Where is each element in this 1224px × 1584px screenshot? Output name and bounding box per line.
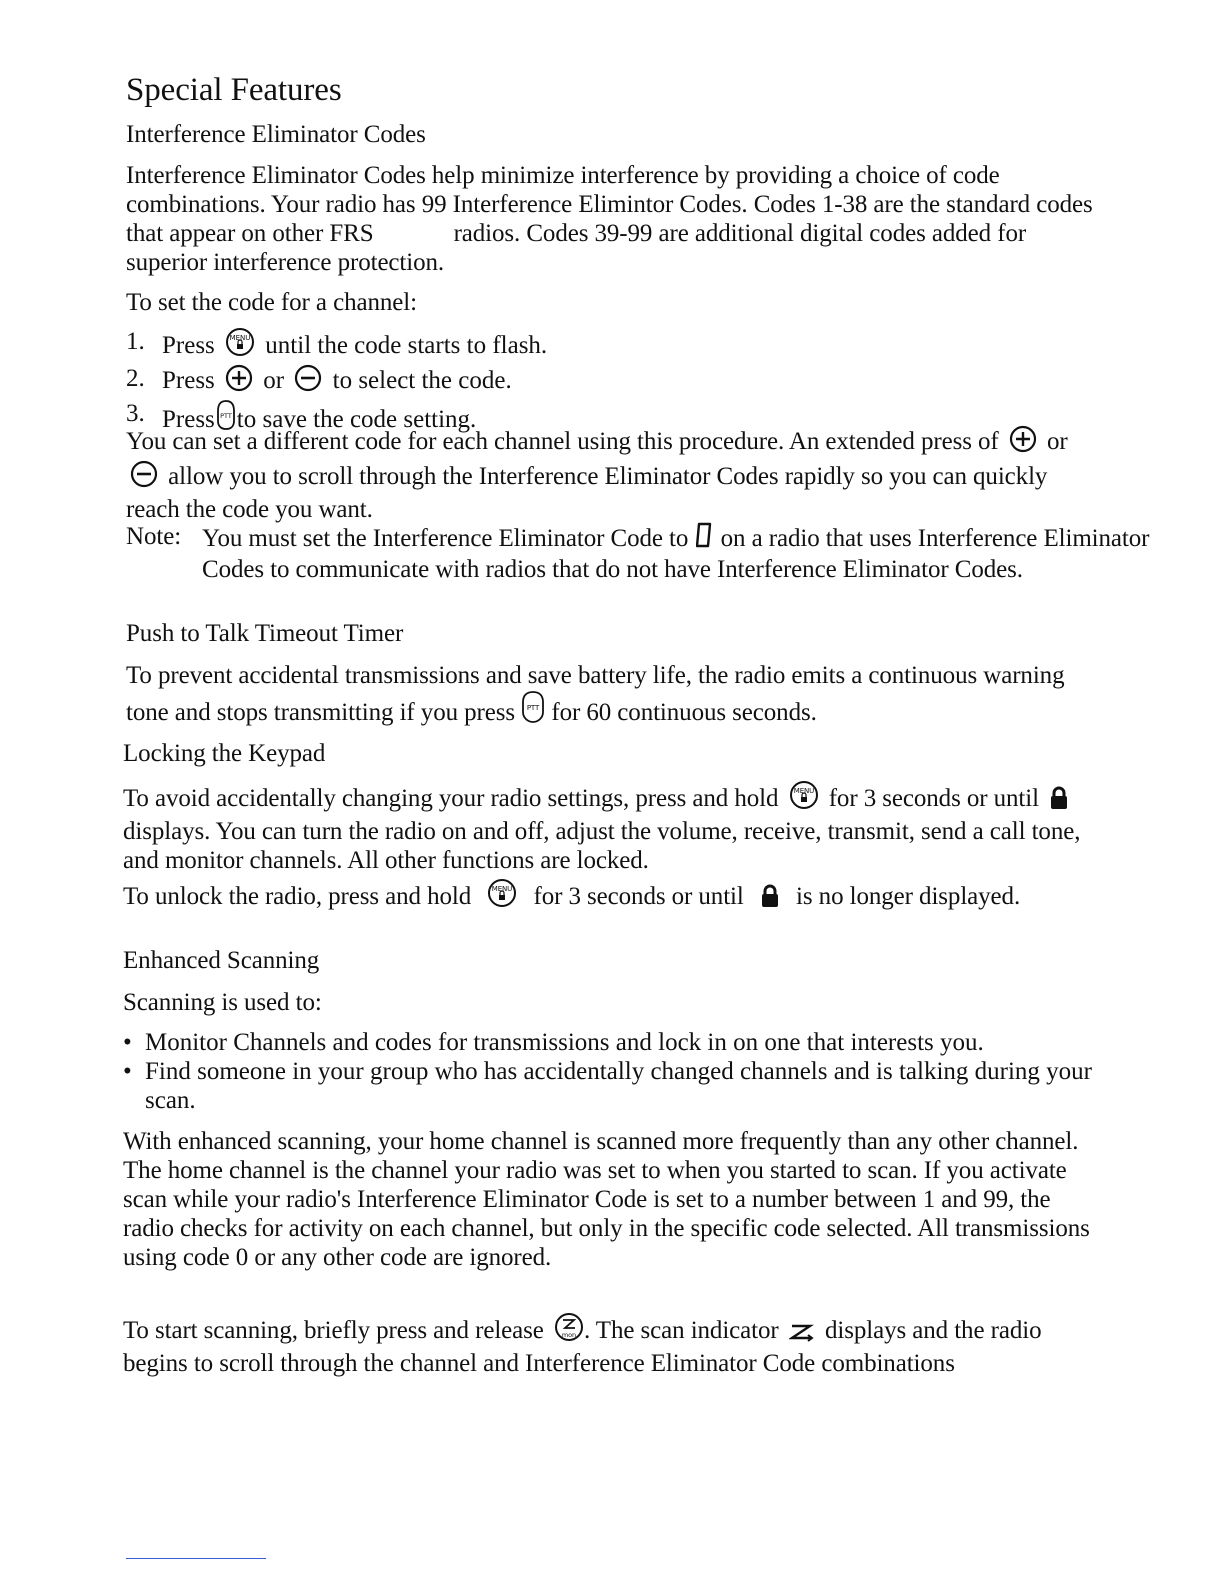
menu-lock-button-icon xyxy=(225,327,255,364)
scan-start-text-b: . The scan indicator xyxy=(583,1317,779,1344)
step-text: Press xyxy=(162,367,215,394)
zero-code-value: 0 xyxy=(704,538,705,539)
lock-text-a: To avoid accidentally changing your radio settings, press and hold xyxy=(123,785,779,812)
unlock-text-c: is no longer displayed. xyxy=(796,883,1021,910)
lock-icon xyxy=(760,884,780,915)
note-label: Note: xyxy=(126,523,182,550)
or-text: or xyxy=(1046,428,1068,455)
menu-label: MENU xyxy=(793,787,814,795)
extended-press-paragraph xyxy=(126,425,1096,524)
set-code-steps xyxy=(126,327,547,438)
unlock-text-b: for 3 seconds or until xyxy=(533,883,744,910)
scan-monitor-button-icon xyxy=(554,1312,584,1349)
iec-intro xyxy=(126,161,1096,277)
ptt-label: PTT xyxy=(527,704,540,712)
lock-icon xyxy=(1049,786,1069,817)
scan-heading: Enhanced Scanning xyxy=(123,947,320,974)
extended-text-a: You can set a different code for each channel using this procedure. An extended press of xyxy=(126,428,999,455)
step-text: Press xyxy=(162,332,215,359)
or-text: or xyxy=(263,367,285,394)
plus-button-icon xyxy=(1009,425,1037,460)
step-text: to save the code setting. xyxy=(236,406,477,433)
step-text: until the code starts to flash. xyxy=(265,332,548,359)
step-number: 2. xyxy=(126,365,145,392)
page-title: Special Features xyxy=(126,72,342,108)
scan-indicator-icon xyxy=(789,1320,815,1349)
scan-paragraph-2 xyxy=(123,1312,1093,1378)
plus-button-icon xyxy=(225,364,253,399)
iec-intro-part-2: radios. Codes 39-99 are additional digital codes added for superior interference protection. xyxy=(126,220,1027,276)
note-body xyxy=(202,522,1172,584)
iec-heading: Interference Eliminator Codes xyxy=(126,121,426,148)
step-2 xyxy=(126,364,547,399)
ptt-button-icon xyxy=(522,690,544,731)
set-code-lead: To set the code for a channel: xyxy=(126,289,417,316)
lock-text-c: displays. You can turn the radio on and off, adjust the volume, receive, transmit, send a call tone, and monitor channels. All other functions are locked. xyxy=(123,818,1081,874)
ptt-label: PTT xyxy=(219,412,232,420)
minus-button-icon xyxy=(130,460,158,495)
ptt-heading: Push to Talk Timeout Timer xyxy=(126,620,404,647)
scan-paragraph-1: With enhanced scanning, your home channel is scanned more frequently than any other channel. The home channel is the channel your radio was set to when you started to scan. If you activate scan while your radio's Interference Eliminator Code is set to a number between 1 and 99, the radio checks for activity on each channel, but only in the specific code selected. All transmissions using code 0 or any other code are ignored. xyxy=(123,1128,1090,1271)
list-item: • Find someone in your group who has accidentally changed channels and is talking during your scan. xyxy=(123,1057,1103,1115)
lock-text-b: for 3 seconds or until xyxy=(828,785,1039,812)
step-number: 3. xyxy=(126,400,145,427)
footer-rule xyxy=(126,1558,266,1559)
menu-label: MENU xyxy=(492,885,513,893)
ptt-text-a: To prevent accidental transmissions and save battery life, the radio emits a continuous warning tone and stops transmitting if you press xyxy=(126,662,1065,726)
mon-label: mon xyxy=(561,1331,577,1339)
scan-start-text-a: To start scanning, briefly press and release xyxy=(123,1317,544,1344)
menu-label: MENU xyxy=(229,334,251,342)
scan-uses-list xyxy=(123,1028,1103,1115)
ptt-text-b: for 60 continuous seconds. xyxy=(551,699,817,726)
step-number: 1. xyxy=(126,328,145,355)
zero-code-display-icon xyxy=(696,522,712,555)
scan-start-text-c: displays and the radio begins to scroll through the channel and Interference Eliminator Code combinations xyxy=(123,1317,1042,1377)
step-1 xyxy=(126,327,547,364)
scan-lead: Scanning is used to: xyxy=(123,989,322,1016)
minus-button-icon xyxy=(294,364,322,399)
ptt-paragraph xyxy=(126,661,1096,731)
note-text-b: on a radio that uses Interference Eliminator Codes to communicate with radios that do not have Interference Eliminator Codes. xyxy=(202,525,1150,583)
note-text-a: You must set the Interference Eliminator Code to xyxy=(202,525,689,552)
lock-heading: Locking the Keypad xyxy=(123,740,326,767)
lock-paragraph-1 xyxy=(123,780,1093,875)
step-text: Press xyxy=(162,406,215,433)
list-item: • Monitor Channels and codes for transmissions and lock in on one that interests you. xyxy=(123,1028,1103,1057)
menu-lock-button-icon xyxy=(789,780,819,817)
step-text: to select the code. xyxy=(332,367,512,394)
iec-intro-part-1: Interference Eliminator Codes help minimize interference by providing a choice of code combinations. Your radio has 99 Interference Elimintor Codes. Codes 1-38 are the standard codes that appear on other FRS xyxy=(126,162,1093,247)
extended-text-b: allow you to scroll through the Interference Eliminator Codes rapidly so you can quickly reach the code you want. xyxy=(126,463,1048,523)
menu-lock-button-icon xyxy=(487,878,517,915)
unlock-text-a: To unlock the radio, press and hold xyxy=(123,883,472,910)
lock-paragraph-2 xyxy=(123,878,1093,915)
